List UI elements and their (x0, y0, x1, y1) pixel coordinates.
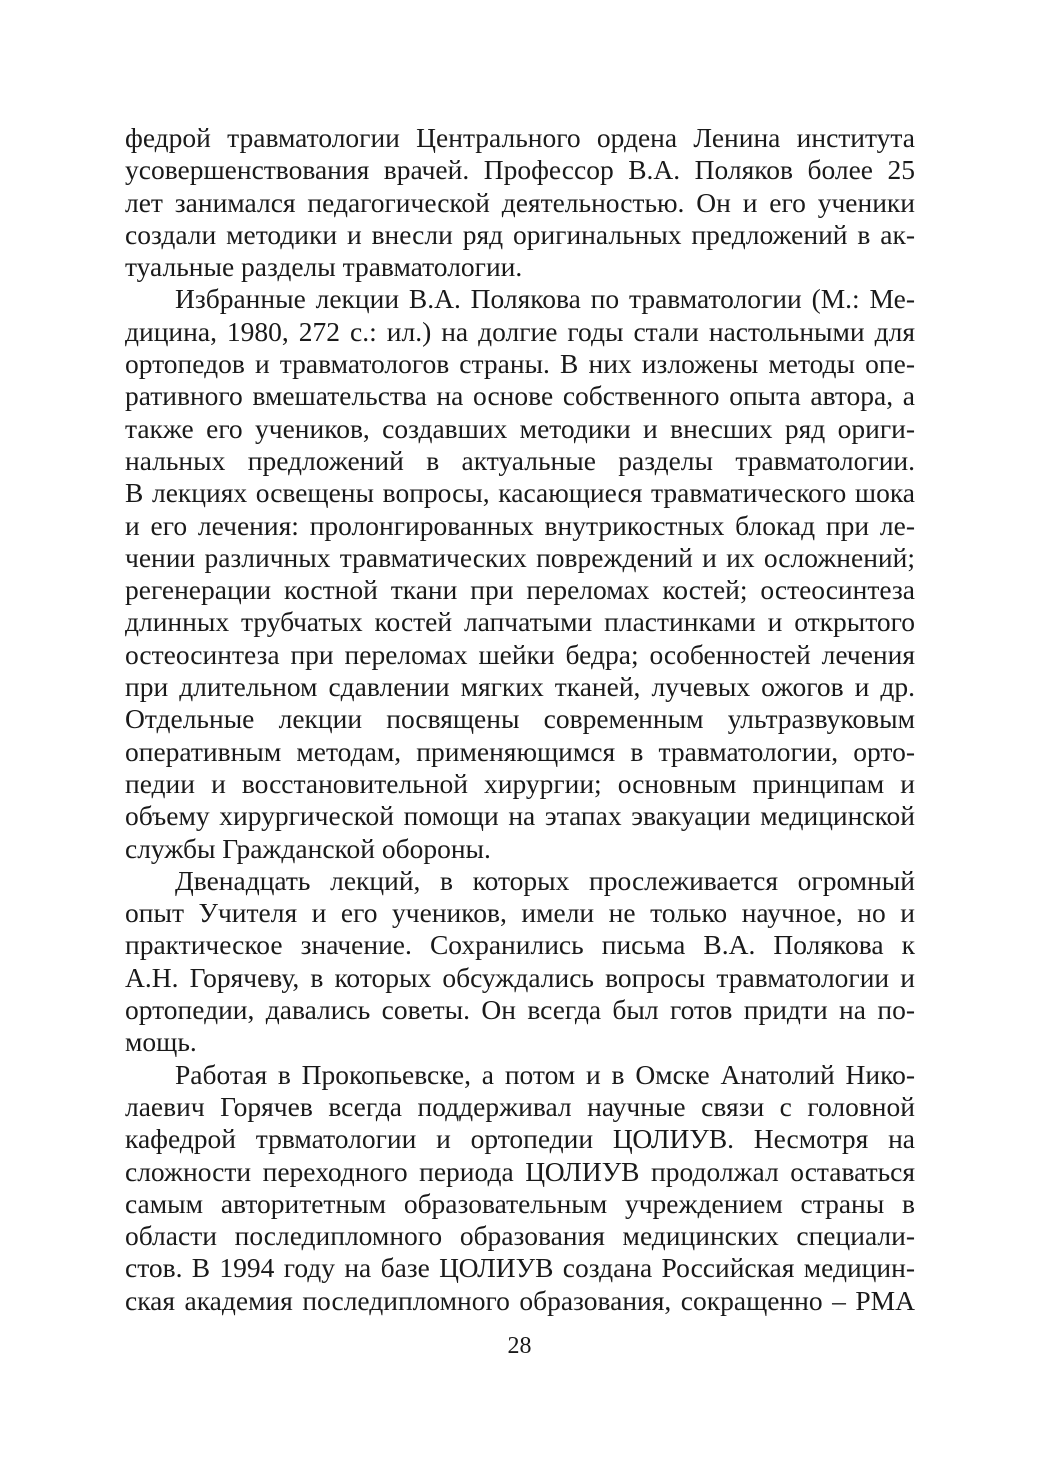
text-line: В лекциях освещены вопросы, касающиеся травматического шока (125, 477, 915, 509)
text-line: объему хирургической помощи на этапах эвакуации медицинской (125, 800, 915, 832)
text-line: практическое значение. Сохранились письма В.А. Полякова к (125, 929, 915, 961)
text-line: ортопедии, давались советы. Он всегда был готов придти на по- (125, 994, 915, 1026)
text-line: А.Н. Горячеву, в которых обсуждались вопросы травматологии и (125, 961, 915, 993)
text-line: мощь. (125, 1026, 197, 1058)
text-line: усовершенствования врачей. Профессор В.А. Поляков более 25 (125, 154, 915, 186)
text-line: опыт Учителя и его учеников, имели не только научное, но и (125, 897, 915, 929)
text-line: сложности переходного периода ЦОЛИУВ продолжал оставаться (125, 1155, 915, 1187)
text-line: Работая в Прокопьевске, а потом и в Омске Анатолий Нико- (175, 1058, 915, 1090)
text-line: ортопедов и травматологов страны. В них изложены методы опе- (125, 348, 915, 380)
text-line: дицина, 1980, 272 с.: ил.) на долгие годы стали настольными для (125, 315, 915, 347)
text-line: ративного вмешательства на основе собственного опыта автора, а (125, 380, 915, 412)
text-line: Отдельные лекции посвящены современным ультразвуковым (125, 703, 915, 735)
text-line: педии и восстановительной хирургии; основным принципам и (125, 767, 915, 799)
text-line: нальных предложений в актуальные разделы травматологии. (125, 444, 915, 476)
text-line: туальные разделы травматологии. (125, 251, 523, 283)
text-line: лаевич Горячев всегда поддерживал научные связи с головной (125, 1090, 915, 1122)
text-line: Избранные лекции В.А. Полякова по травматологии (М.: Ме- (175, 283, 915, 315)
text-line: остеосинтеза при переломах шейки бедра; особенностей лечения (125, 638, 915, 670)
text-line: ская академия последипломного образования, сокращенно – РМА (125, 1284, 915, 1316)
text-line: также его учеников, создавших методики и внесших ряд ориги- (125, 412, 915, 444)
text-line: и его лечения: пролонгированных внутрикостных блокад при ле- (125, 509, 915, 541)
text-line: службы Гражданской обороны. (125, 832, 491, 864)
text-line: самым авторитетным образовательным учреждением страны в (125, 1187, 915, 1219)
text-line: области последипломного образования медицинских специали- (125, 1220, 915, 1252)
text-line: создали методики и внесли ряд оригинальных предложений в ак- (125, 218, 915, 250)
text-line: при длительном сдавлении мягких тканей, лучевых ожогов и др. (125, 671, 915, 703)
text-line: чении различных травматических повреждений и их осложнений; (125, 541, 915, 573)
text-line: федрой травматологии Центрального ордена Ленина института (125, 122, 915, 153)
text-line: оперативным методам, применяющимся в травматологии, орто- (125, 735, 915, 767)
text-line: лет занимался педагогической деятельностью. Он и его ученики (125, 186, 915, 218)
text-line: кафедрой трвматологии и ортопедии ЦОЛИУВ. Несмотря на (125, 1123, 915, 1155)
page-number: 28 (507, 1333, 532, 1359)
body-text (125, 122, 915, 1317)
text-line: регенерации костной ткани при переломах костей; остеосинтеза (125, 574, 915, 606)
text-line: Двенадцать лекций, в которых прослеживается огромный (175, 864, 915, 896)
text-line: стов. В 1994 году на базе ЦОЛИУВ создана Российская медицин- (125, 1252, 915, 1284)
text-line: длинных трубчатых костей лапчатыми пластинками и открытого (125, 606, 915, 638)
